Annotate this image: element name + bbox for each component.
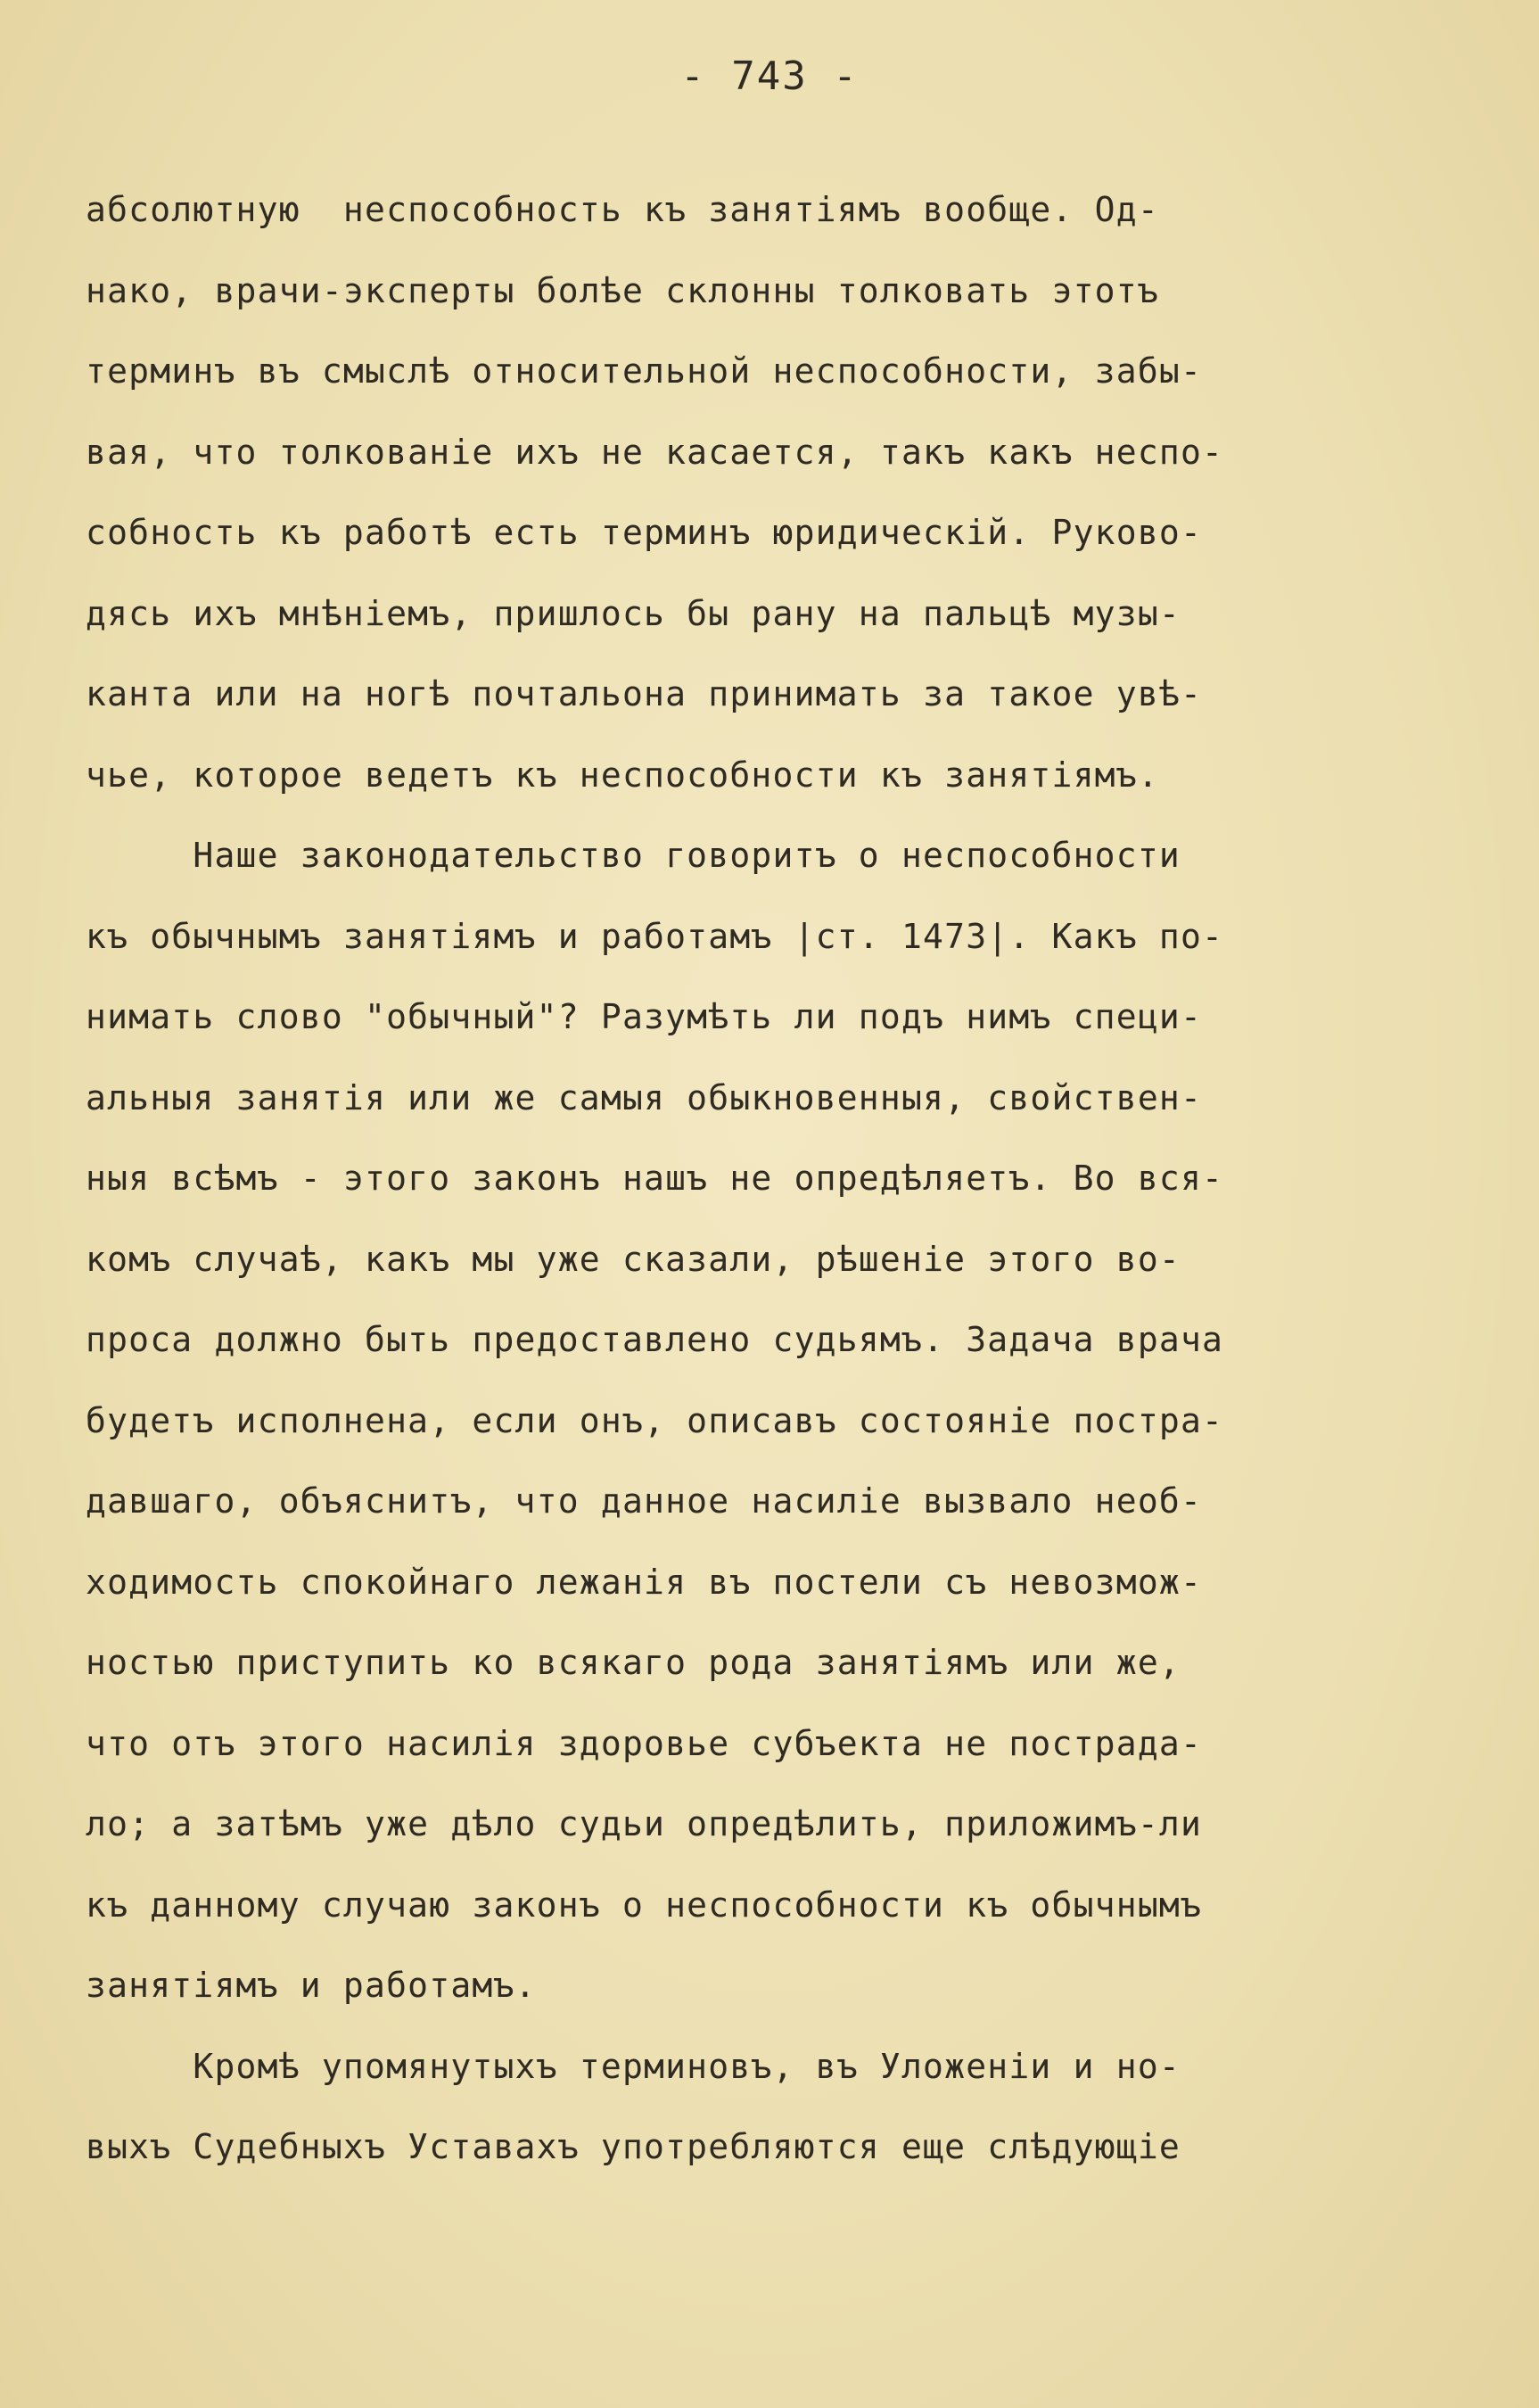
text-line: ло; а затѣмъ уже дѣло судьи опредѣлить, приложимъ-ли [86,1804,1203,1843]
text-line: чье, которое ведетъ къ неспособности къ занятiямъ. [86,755,1159,795]
text-line: терминъ въ смыслѣ относительной неспособности, забы- [86,351,1203,391]
text-line: ныя всѣмъ - этого законъ нашъ не опредѣляетъ. Во вся- [86,1159,1224,1198]
text-line: Наше законодательство говоритъ о неспособности [86,836,1181,875]
text-line: ходимость спокойнаго лежанiя въ постели съ невозмож- [86,1562,1203,1602]
text-line: выхъ Судебныхъ Уставахъ употребляются еще слѣдующiе [86,2127,1181,2166]
text-line: занятiямъ и работамъ. [86,1966,537,2005]
body-text [86,169,1396,2188]
text-line: къ данному случаю законъ о неспособности къ обычнымъ [86,1884,1203,1925]
text-line: абсолютную неспособность къ занятiямъ вообще. Од- [86,190,1159,229]
text-line: ностью приступить ко всякаго рода занятiямъ или же, [86,1643,1181,1682]
text-line: проса должно быть предоставлено судьямъ. Задача врача [86,1320,1224,1359]
text-line: что отъ этого насилiя здоровье субъекта не пострада- [86,1723,1203,1763]
text-line: Кромѣ упомянутыхъ терминовъ, въ Уложенiи и но- [86,2046,1181,2086]
text-line: собность къ работѣ есть терминъ юридическiй. Руково- [86,513,1203,552]
text-line: къ обычнымъ занятiямъ и работамъ |ст. 1473|. Какъ по- [86,916,1224,956]
text-line: дясь ихъ мнѣнiемъ, пришлось бы рану на пальцѣ музы- [86,593,1181,633]
text-line: нако, врачи-эксперты болѣе склонны толковать этотъ [86,270,1159,310]
text-line: комъ случаѣ, какъ мы уже сказали, рѣшенiе этого во- [86,1239,1181,1279]
text-line: альныя занятiя или же самыя обыкновенныя, свойствен- [86,1077,1203,1117]
text-line: нимать слово "обычный"? Разумѣть ли подъ нимъ специ- [86,997,1203,1036]
text-line: будетъ исполнена, если онъ, описавъ состоянiе постра- [86,1400,1224,1440]
text-line: вая, что толкованiе ихъ не касается, такъ какъ неспо- [86,432,1224,472]
text-line: давшаго, объяснитъ, что данное насилiе вызвало необ- [86,1481,1203,1521]
text-line: канта или на ногѣ почтальона принимать за такое увѣ- [86,674,1203,713]
page-number: - 743 - [680,54,859,99]
